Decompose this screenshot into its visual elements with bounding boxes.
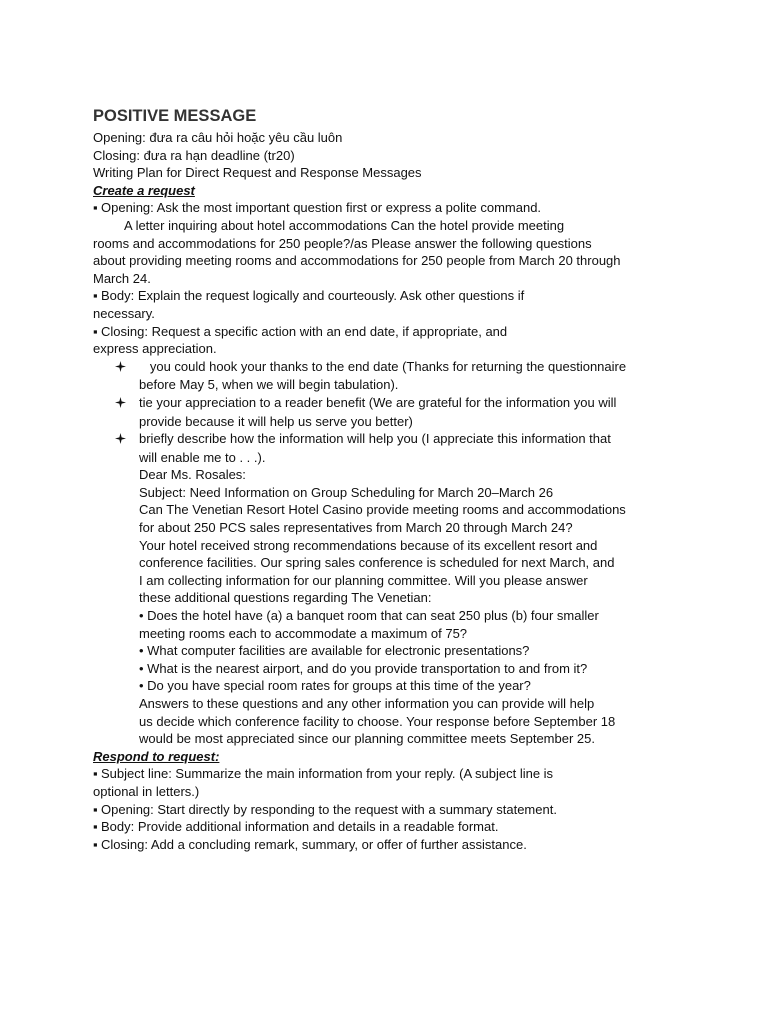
square-bullet-icon: ▪ xyxy=(93,288,98,304)
create-opening-line: ▪ Opening: Ask the most important question first or express a polite command. xyxy=(93,200,542,216)
example-line: rooms and accommodations for 250 people?/as Please answer the following questions xyxy=(93,235,592,251)
tip-line: tie your appreciation to a reader benefit (We are grateful for the information you will xyxy=(93,394,733,413)
letter-line: • What computer facilities are available for electronic presentations? xyxy=(139,643,530,659)
letter-line: • What is the nearest airport, and do you provide transportation to and from it? xyxy=(139,660,588,676)
page-title: POSITIVE MESSAGE xyxy=(93,107,257,125)
tip-line: provide because it will help us serve you better) xyxy=(139,413,413,429)
letter-line: Can The Venetian Resort Hotel Casino provide meeting rooms and accommodations xyxy=(139,502,626,518)
example-line: about providing meeting rooms and accommodations for 250 people from March 20 through xyxy=(93,253,621,269)
diamond-bullet-icon xyxy=(93,395,139,413)
square-bullet-icon: ▪ xyxy=(93,766,98,782)
letter-line: would be most appreciated since our planning committee meets September 25. xyxy=(139,731,595,747)
respond-line: ▪ Body: Provide additional information and details in a readable format. xyxy=(93,819,499,835)
letter-line: Dear Ms. Rosales: xyxy=(139,467,246,483)
closing-line: express appreciation. xyxy=(93,341,217,357)
diamond-bullet-icon xyxy=(93,359,139,377)
respond-line: ▪ Opening: Start directly by responding to the request with a summary statement. xyxy=(93,801,557,817)
diamond-bullet-icon xyxy=(93,431,139,449)
letter-line: Subject: Need Information on Group Scheduling for March 20–March 26 xyxy=(139,484,554,500)
square-bullet-icon: ▪ xyxy=(93,323,98,339)
square-bullet-icon: ▪ xyxy=(93,801,98,817)
respond-line: optional in letters.) xyxy=(93,783,200,799)
letter-line: meeting rooms each to accommodate a maximum of 75? xyxy=(139,625,468,641)
closing-line: ▪ Closing: Request a specific action with an end date, if appropriate, and xyxy=(93,323,508,339)
respond-line: ▪ Closing: Add a concluding remark, summary, or offer of further assistance. xyxy=(93,836,527,852)
letter-line: I am collecting information for our planning committee. Will you please answer xyxy=(139,572,588,588)
respond-request-heading: Respond to request: xyxy=(93,748,220,764)
intro-line: Opening: đưa ra câu hỏi hoặc yêu cầu luôn xyxy=(93,130,343,145)
example-line: A letter inquiring about hotel accommodations Can the hotel provide meeting xyxy=(124,217,565,233)
body-line: necessary. xyxy=(93,305,155,321)
letter-line: Answers to these questions and any other information you can provide will help xyxy=(139,696,595,711)
document-content xyxy=(93,106,733,853)
tip-line: before May 5, when we will begin tabulation). xyxy=(139,377,399,393)
example-line: March 24. xyxy=(93,270,151,286)
square-bullet-icon: ▪ xyxy=(93,819,98,835)
respond-line: ▪ Subject line: Summarize the main information from your reply. (A subject line is xyxy=(93,766,554,782)
letter-line: these additional questions regarding The Venetian: xyxy=(139,590,432,606)
tip-line: will enable me to . . .). xyxy=(139,449,266,465)
letter-line: • Does the hotel have (a) a banquet room that can seat 250 plus (b) four smaller xyxy=(139,608,599,624)
square-bullet-icon: ▪ xyxy=(93,200,98,216)
body-line: ▪ Body: Explain the request logically and courteously. Ask other questions if xyxy=(93,288,525,304)
letter-line: • Do you have special room rates for groups at this time of the year? xyxy=(139,678,531,694)
create-request-heading: Create a request xyxy=(93,182,195,198)
tip-line: you could hook your thanks to the end date (Thanks for returning the questionnaire xyxy=(93,358,733,377)
square-bullet-icon: ▪ xyxy=(93,836,98,852)
intro-line: Writing Plan for Direct Request and Response Messages xyxy=(93,165,422,181)
tip-line: briefly describe how the information will help you (I appreciate this information that xyxy=(93,430,733,449)
letter-line: Your hotel received strong recommendations because of its excellent resort and xyxy=(139,537,598,553)
letter-line: conference facilities. Our spring sales conference is scheduled for next March, and xyxy=(139,555,615,571)
intro-line: Closing: đưa ra hạn deadline (tr20) xyxy=(93,147,295,163)
letter-line: for about 250 PCS sales representatives from March 20 through March 24? xyxy=(139,520,573,536)
letter-line: us decide which conference facility to choose. Your response before September 18 xyxy=(139,713,616,729)
